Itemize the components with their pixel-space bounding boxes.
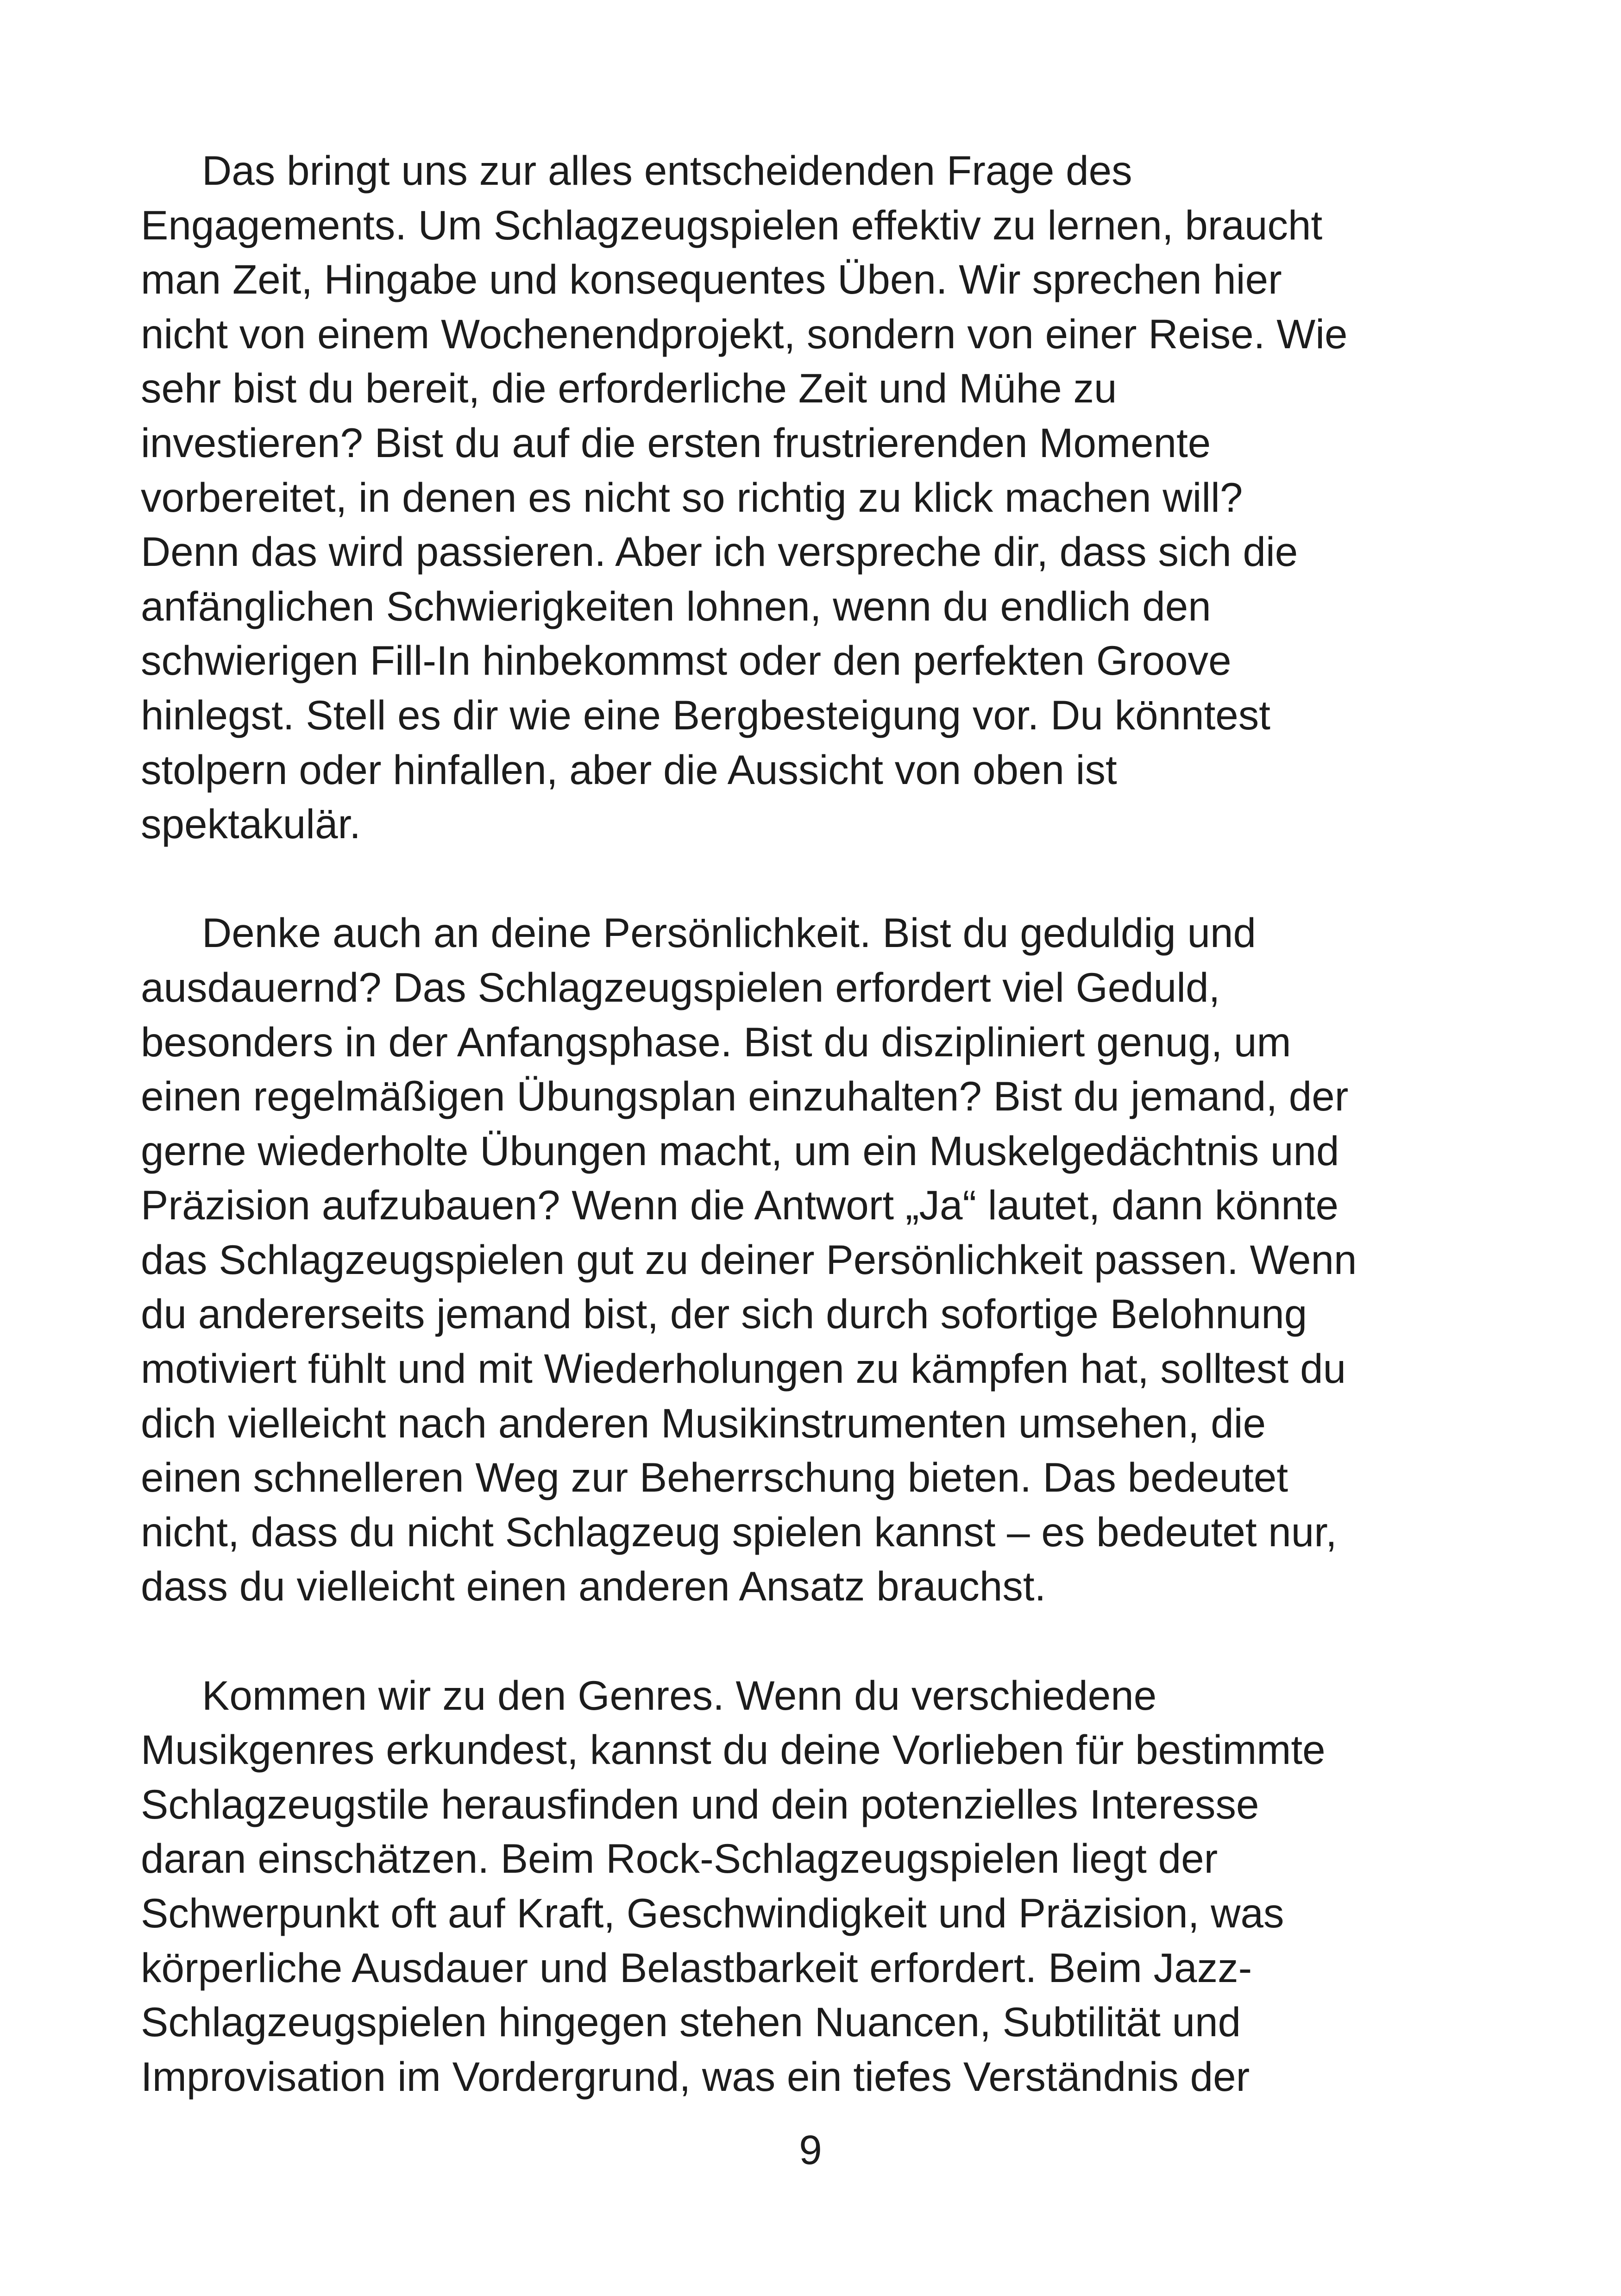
paragraph-spacer — [141, 1614, 1498, 1669]
page-number: 9 — [799, 2127, 822, 2173]
text-line: einen regelmäßigen Übungsplan einzuhalten? Bist du jemand, der — [141, 1073, 1349, 1120]
text-line: schwierigen Fill-In hinbekommst oder den perfekten Groove — [141, 637, 1231, 684]
body-text — [141, 144, 1498, 2104]
text-line: du andererseits jemand bist, der sich durch sofortige Belohnung — [141, 1291, 1307, 1337]
paragraph-personality — [141, 906, 1498, 1614]
text-line: stolpern oder hinfallen, aber die Aussicht von oben ist — [141, 746, 1117, 793]
paragraph-spacer — [141, 852, 1498, 906]
text-line: motiviert fühlt und mit Wiederholungen zu kämpfen hat, solltest du — [141, 1345, 1346, 1392]
text-line: Schlagzeugstile herausfinden und dein potenzielles Interesse — [141, 1781, 1259, 1827]
text-line: Schlagzeugspielen hingegen stehen Nuancen, Subtilität und — [141, 1999, 1241, 2045]
text-line: Improvisation im Vordergrund, was ein tiefes Verständnis der — [141, 2053, 1250, 2100]
text-line: spektakulär. — [141, 801, 361, 847]
text-line: Denke auch an deine Persönlichkeit. Bist du geduldig und — [202, 910, 1256, 956]
text-line: Musikgenres erkundest, kannst du deine Vorlieben für bestimmte — [141, 1726, 1326, 1773]
text-line: einen schnelleren Weg zur Beherrschung bieten. Das bedeutet — [141, 1454, 1288, 1501]
text-line: nicht, dass du nicht Schlagzeug spielen kannst – es bedeutet nur, — [141, 1508, 1337, 1555]
text-line: Engagements. Um Schlagzeugspielen effektiv zu lernen, braucht — [141, 201, 1323, 248]
text-line: körperliche Ausdauer und Belastbarkeit erfordert. Beim Jazz- — [141, 1944, 1252, 1991]
text-line: man Zeit, Hingabe und konsequentes Üben. Wir sprechen hier — [141, 256, 1282, 303]
text-line: Kommen wir zu den Genres. Wenn du verschiedene — [202, 1672, 1157, 1719]
text-line: besonders in der Anfangsphase. Bist du diszipliniert genug, um — [141, 1018, 1291, 1065]
text-line: nicht von einem Wochenendprojekt, sondern von einer Reise. Wie — [141, 310, 1348, 357]
text-line: Denn das wird passieren. Aber ich verspreche dir, dass sich die — [141, 528, 1298, 575]
paragraph-commitment — [141, 144, 1498, 852]
text-line: Das bringt uns zur alles entscheidenden Frage des — [202, 147, 1132, 194]
text-line: anfänglichen Schwierigkeiten lohnen, wenn du endlich den — [141, 583, 1211, 629]
paragraph-genres — [141, 1669, 1498, 2104]
text-line: vorbereitet, in denen es nicht so richtig zu klick machen will? — [141, 474, 1243, 521]
text-line: gerne wiederholte Übungen macht, um ein Muskelgedächtnis und — [141, 1127, 1339, 1174]
text-line: sehr bist du bereit, die erforderliche Zeit und Mühe zu — [141, 365, 1117, 412]
text-line: dass du vielleicht einen anderen Ansatz brauchst. — [141, 1563, 1046, 1610]
text-line: Schwerpunkt oft auf Kraft, Geschwindigkeit und Präzision, was — [141, 1890, 1284, 1936]
text-line: investieren? Bist du auf die ersten frustrierenden Momente — [141, 419, 1211, 466]
text-line: ausdauernd? Das Schlagzeugspielen erfordert viel Geduld, — [141, 964, 1220, 1010]
text-line: Präzision aufzubauen? Wenn die Antwort „Ja“ lautet, dann könnte — [141, 1182, 1338, 1229]
text-line: das Schlagzeugspielen gut zu deiner Persönlichkeit passen. Wenn — [141, 1236, 1357, 1283]
text-line: dich vielleicht nach anderen Musikinstrumenten umsehen, die — [141, 1399, 1266, 1446]
text-line: daran einschätzen. Beim Rock-Schlagzeugspielen liegt der — [141, 1835, 1218, 1882]
text-line: hinlegst. Stell es dir wie eine Bergbesteigung vor. Du könntest — [141, 691, 1271, 738]
